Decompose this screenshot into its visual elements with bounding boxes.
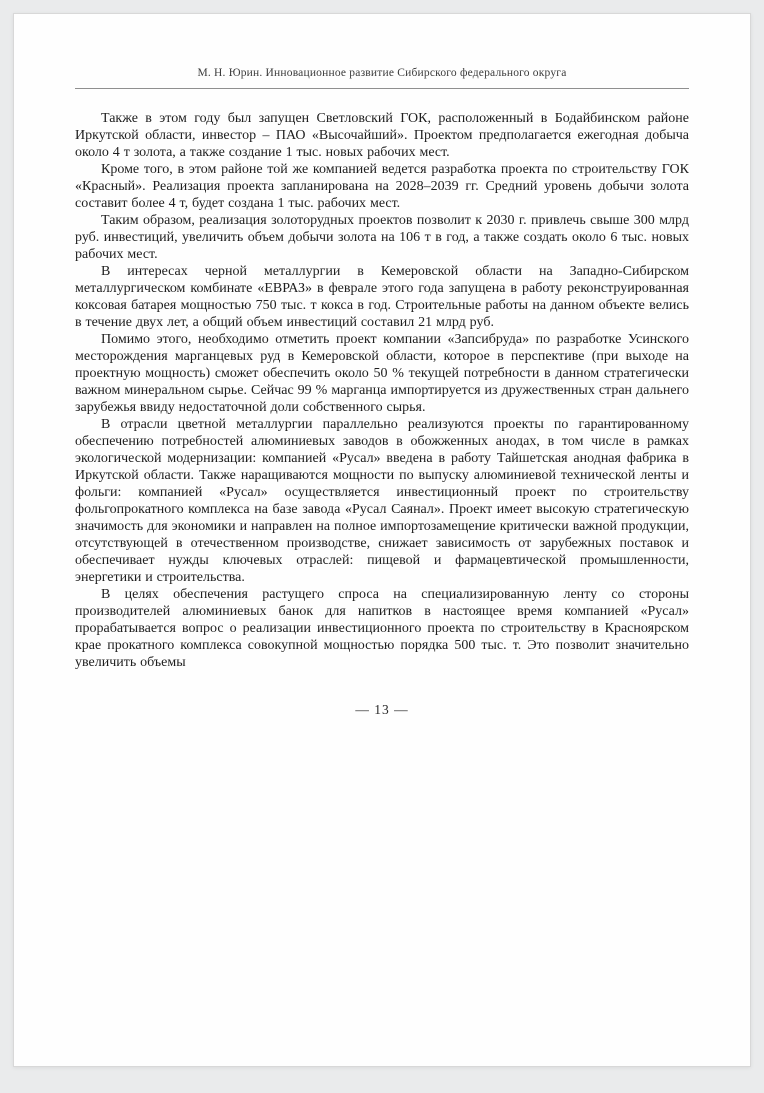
paragraph: Кроме того, в этом районе той же компанией ведется разработка проекта по строительству ГОК «Красный». Реализация проекта запланирована на 2028–2039 гг. Средний уровень добычи золота составит более 4 т, будет создана 1 тыс. рабочих мест.	[75, 162, 689, 211]
page-body	[75, 110, 689, 671]
paragraph: В целях обеспечения растущего спроса на специализированную ленту со стороны производителей алюминиевых банок для напитков в настоящее время компанией «Русал» прорабатывается вопрос о реализации инвестиционного проекта по строительству в Красноярском крае прокатного комплекса совокупной мощностью порядка 500 тыс. т. Это позволит значительно увеличить объемы	[75, 587, 689, 670]
document-page	[13, 13, 751, 1067]
paragraph: Помимо этого, необходимо отметить проект компании «Запсибруда» по разработке Усинского месторождения марганцевых руд в Кемеровской области, которое в перспективе (при выходе на проектную мощность) сможет обеспечить около 50 % текущей потребности в данном стратегически важном минеральном сырье. Сейчас 99 % марганца импортируется из дружественных стран дальнего зарубежья ввиду недостаточной доли собственного сырья.	[75, 332, 689, 415]
paragraph: В отрасли цветной металлургии параллельно реализуются проекты по гарантированному обеспечению потребностей алюминиевых заводов в обожженных анодах, в том числе в рамках экологической модернизации: компанией «Русал» введена в работу Тайшетская анодная фабрика в Иркутской области. Также наращиваются мощности по выпуску алюминиевой технической ленты и фольги: компанией «Русал» осуществляется инвестиционный проект по строительству фольгопрокатного комплекса на базе завода «Русал Саянал». Проект имеет высокую стратегическую значимость для экономики и направлен на полное импортозамещение критически важной продукции, отсутствующей в отечественном производстве, снижает зависимость от зарубежных поставок и обеспечивает нужды ключевых отраслей: пищевой и фармацевтической промышленности, энергетики и строительства.	[75, 417, 689, 585]
paragraph: Также в этом году был запущен Светловский ГОК, расположенный в Бодайбинском районе Иркутской области, инвестор – ПАО «Высочайший». Проектом предполагается ежегодная добыча около 4 т золота, а также создание 1 тыс. новых рабочих мест.	[75, 111, 689, 160]
paragraph: Таким образом, реализация золоторудных проектов позволит к 2030 г. привлечь свыше 300 млрд руб. инвестиций, увеличить объем добычи золота на 106 т в год, а также создать около 6 тыс. новых рабочих мест.	[75, 213, 689, 262]
page-number: — 13 —	[355, 702, 409, 717]
header-divider	[75, 88, 689, 89]
paragraph: В интересах черной металлургии в Кемеровской области на Западно-Сибирском металлургическом комбинате «ЕВРАЗ» в феврале этого года запущена в работу реконструированная коксовая батарея мощностью 750 тыс. т кокса в год. Строительные работы на данном объекте велись в течение двух лет, а общий объем инвестиций составил 21 млрд руб.	[75, 264, 689, 330]
running-header: М. Н. Юрин. Инновационное развитие Сибирского федерального округа	[197, 67, 567, 79]
